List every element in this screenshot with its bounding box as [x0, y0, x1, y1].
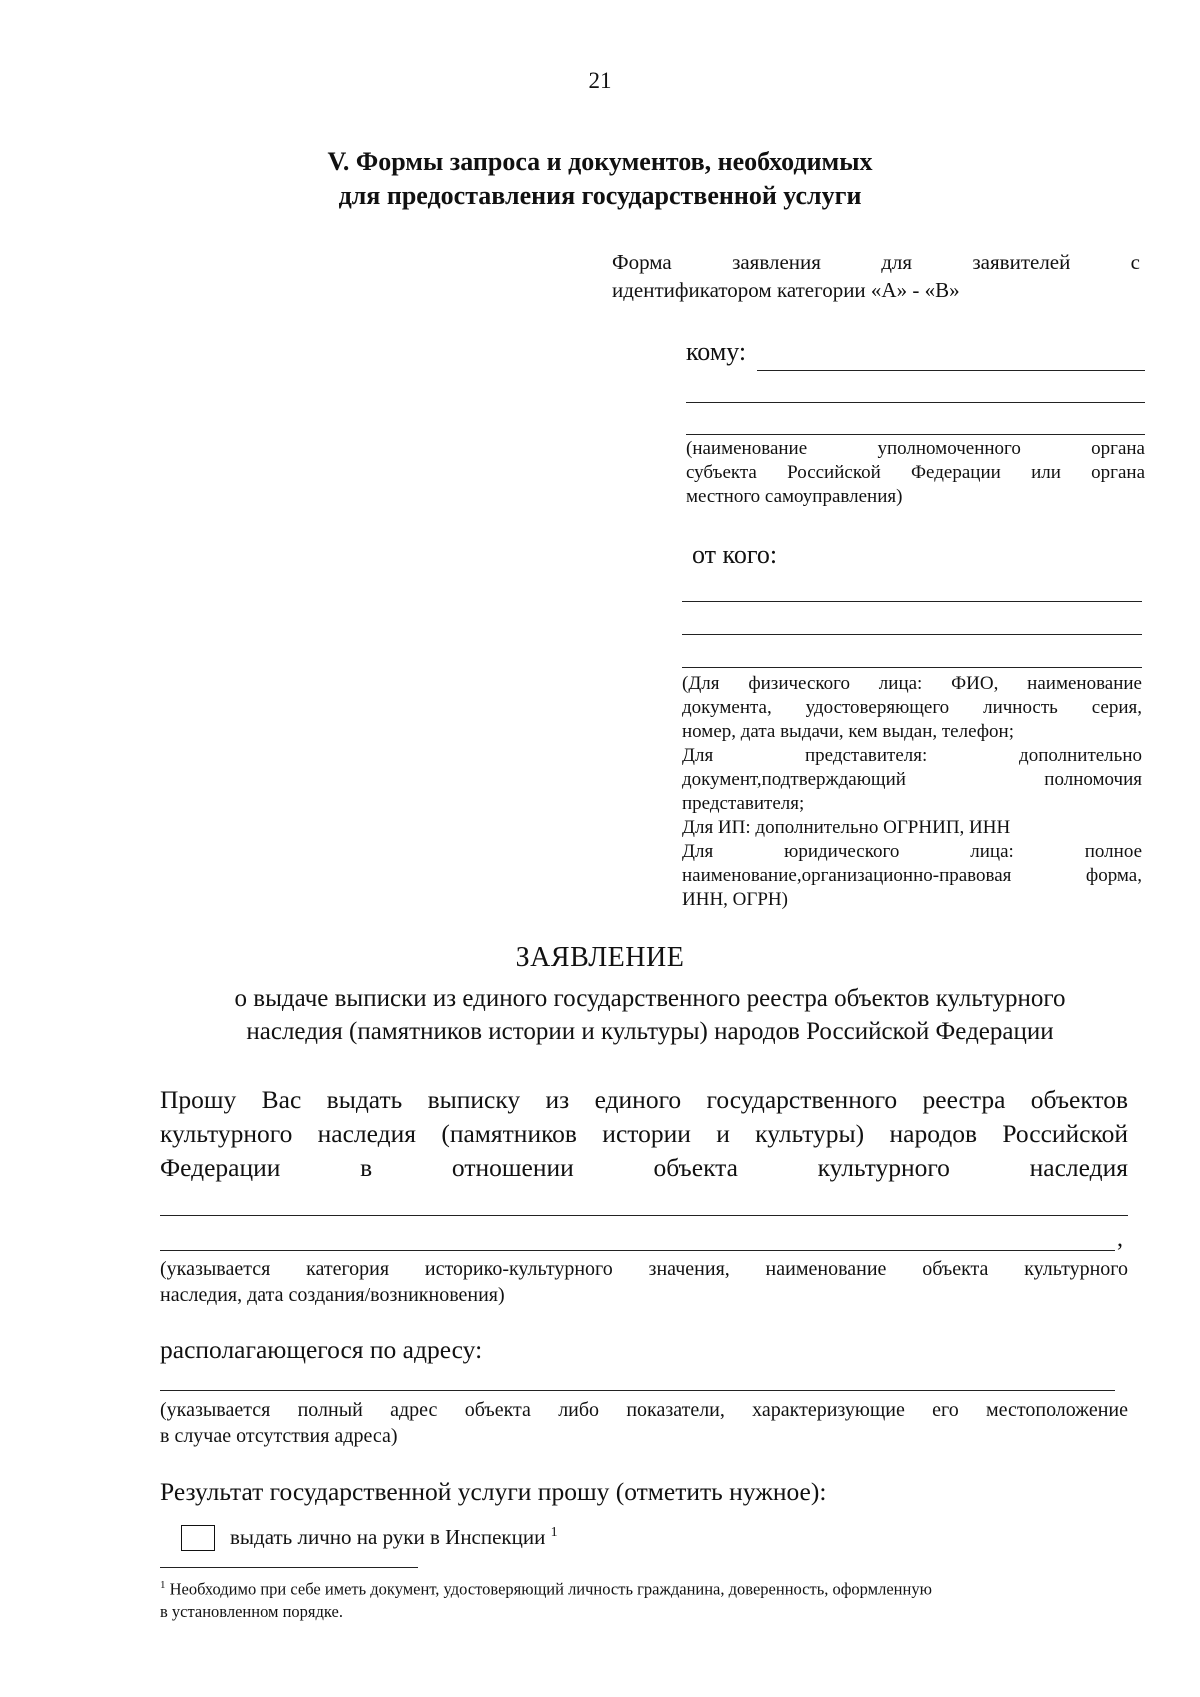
object-note — [160, 1256, 1128, 1308]
request-paragraph — [160, 1083, 1128, 1185]
page-number: 21 — [588, 68, 612, 93]
section-title — [200, 145, 1000, 213]
from-note-line: Для ИП: дополнительно ОГРНИП, ИНН — [682, 817, 1011, 838]
trailing-comma: , — [1117, 1226, 1123, 1252]
form-caption-line2: идентификатором категории «А» - «В» — [612, 278, 960, 302]
to-input-line-2[interactable] — [686, 402, 1145, 403]
from-note-line: (Для физического лица: ФИО, наименование — [682, 673, 1142, 694]
statement-subtitle-line2: наследия (памятников истории и культуры) народов Российской Федерации — [246, 1018, 1054, 1045]
option-personal-checkbox[interactable] — [181, 1525, 215, 1551]
to-input-line-1[interactable] — [757, 370, 1145, 371]
object-note-line2: наследия, дата создания/возникновения) — [160, 1284, 505, 1306]
result-label: Результат государственной услуги прошу (отметить нужное): — [160, 1477, 827, 1506]
from-input-line-1[interactable] — [682, 601, 1142, 602]
from-input-line-2[interactable] — [682, 634, 1142, 635]
footnote — [160, 1574, 1128, 1623]
section-title-line2: для предоставления государственной услуги — [338, 181, 862, 210]
to-note-line3: местного самоуправления) — [686, 486, 903, 507]
to-note-line1: (наименование уполномоченного органа — [686, 438, 1145, 459]
footnote-ref: 1 — [550, 1525, 558, 1540]
from-note-line: Для юридического лица: полное — [682, 841, 1142, 862]
from-note — [682, 672, 1142, 912]
address-note — [160, 1397, 1128, 1449]
request-line2: культурного наследия (памятников истории и культуры) народов Российской — [160, 1119, 1128, 1148]
to-note-line2: субъекта Российской Федерации или органа — [686, 462, 1145, 483]
from-note-line: представителя; — [682, 793, 805, 814]
object-input-line-1[interactable] — [160, 1215, 1128, 1216]
to-input-line-3[interactable] — [686, 434, 1145, 435]
footnote-marker: 1 — [160, 1579, 166, 1591]
object-note-line1: (указывается категория историко-культурного значения, наименование объекта культурного — [160, 1258, 1128, 1280]
statement-subtitle — [170, 982, 1130, 1048]
from-label: от кого: — [692, 540, 778, 569]
from-note-line: ИНН, ОГРН) — [682, 889, 788, 910]
address-note-line2: в случае отсутствия адреса) — [160, 1425, 398, 1447]
address-note-line1: (указывается полный адрес объекта либо показатели, характеризующие его местоположение — [160, 1399, 1128, 1421]
object-input-line-2[interactable] — [160, 1250, 1115, 1251]
footnote-separator — [160, 1567, 418, 1568]
from-input-line-3[interactable] — [682, 667, 1142, 668]
form-caption-line1: Форма заявления для заявителей с — [612, 250, 1140, 274]
footnote-line2: в установленном порядке. — [160, 1601, 343, 1621]
from-note-line: Для представителя: дополнительно — [682, 745, 1142, 766]
footnote-line1-text: Необходимо при себе иметь документ, удостоверяющий личность гражданина, доверенность, оформленную — [169, 1579, 932, 1599]
form-caption — [612, 248, 1140, 304]
from-note-line: номер, дата выдачи, кем выдан, телефон; — [682, 721, 1014, 742]
from-note-line: наименование,организационно-правовая форма, — [682, 865, 1142, 886]
from-note-line: документа, удостоверяющего личность серия, — [682, 697, 1142, 718]
request-line3: Федерации в отношении объекта культурного наследия — [160, 1153, 1128, 1182]
from-note-line: документ,подтверждающий полномочия — [682, 769, 1142, 790]
option-personal — [230, 1525, 558, 1550]
to-note — [686, 437, 1145, 509]
statement-subtitle-line1: о выдаче выписки из единого государственного реестра объектов культурного — [234, 985, 1066, 1012]
option-personal-label: выдать лично на руки в Инспекции — [230, 1525, 546, 1549]
address-input-line[interactable] — [160, 1390, 1115, 1391]
footnote-line1 — [160, 1574, 1128, 1601]
to-label: кому: — [686, 337, 747, 366]
section-title-line1: V. Формы запроса и документов, необходимых — [327, 147, 873, 176]
address-label: располагающегося по адресу: — [160, 1335, 483, 1364]
statement-title: ЗАЯВЛЕНИЕ — [515, 942, 685, 973]
request-line1: Прошу Вас выдать выписку из единого государственного реестра объектов — [160, 1085, 1128, 1114]
